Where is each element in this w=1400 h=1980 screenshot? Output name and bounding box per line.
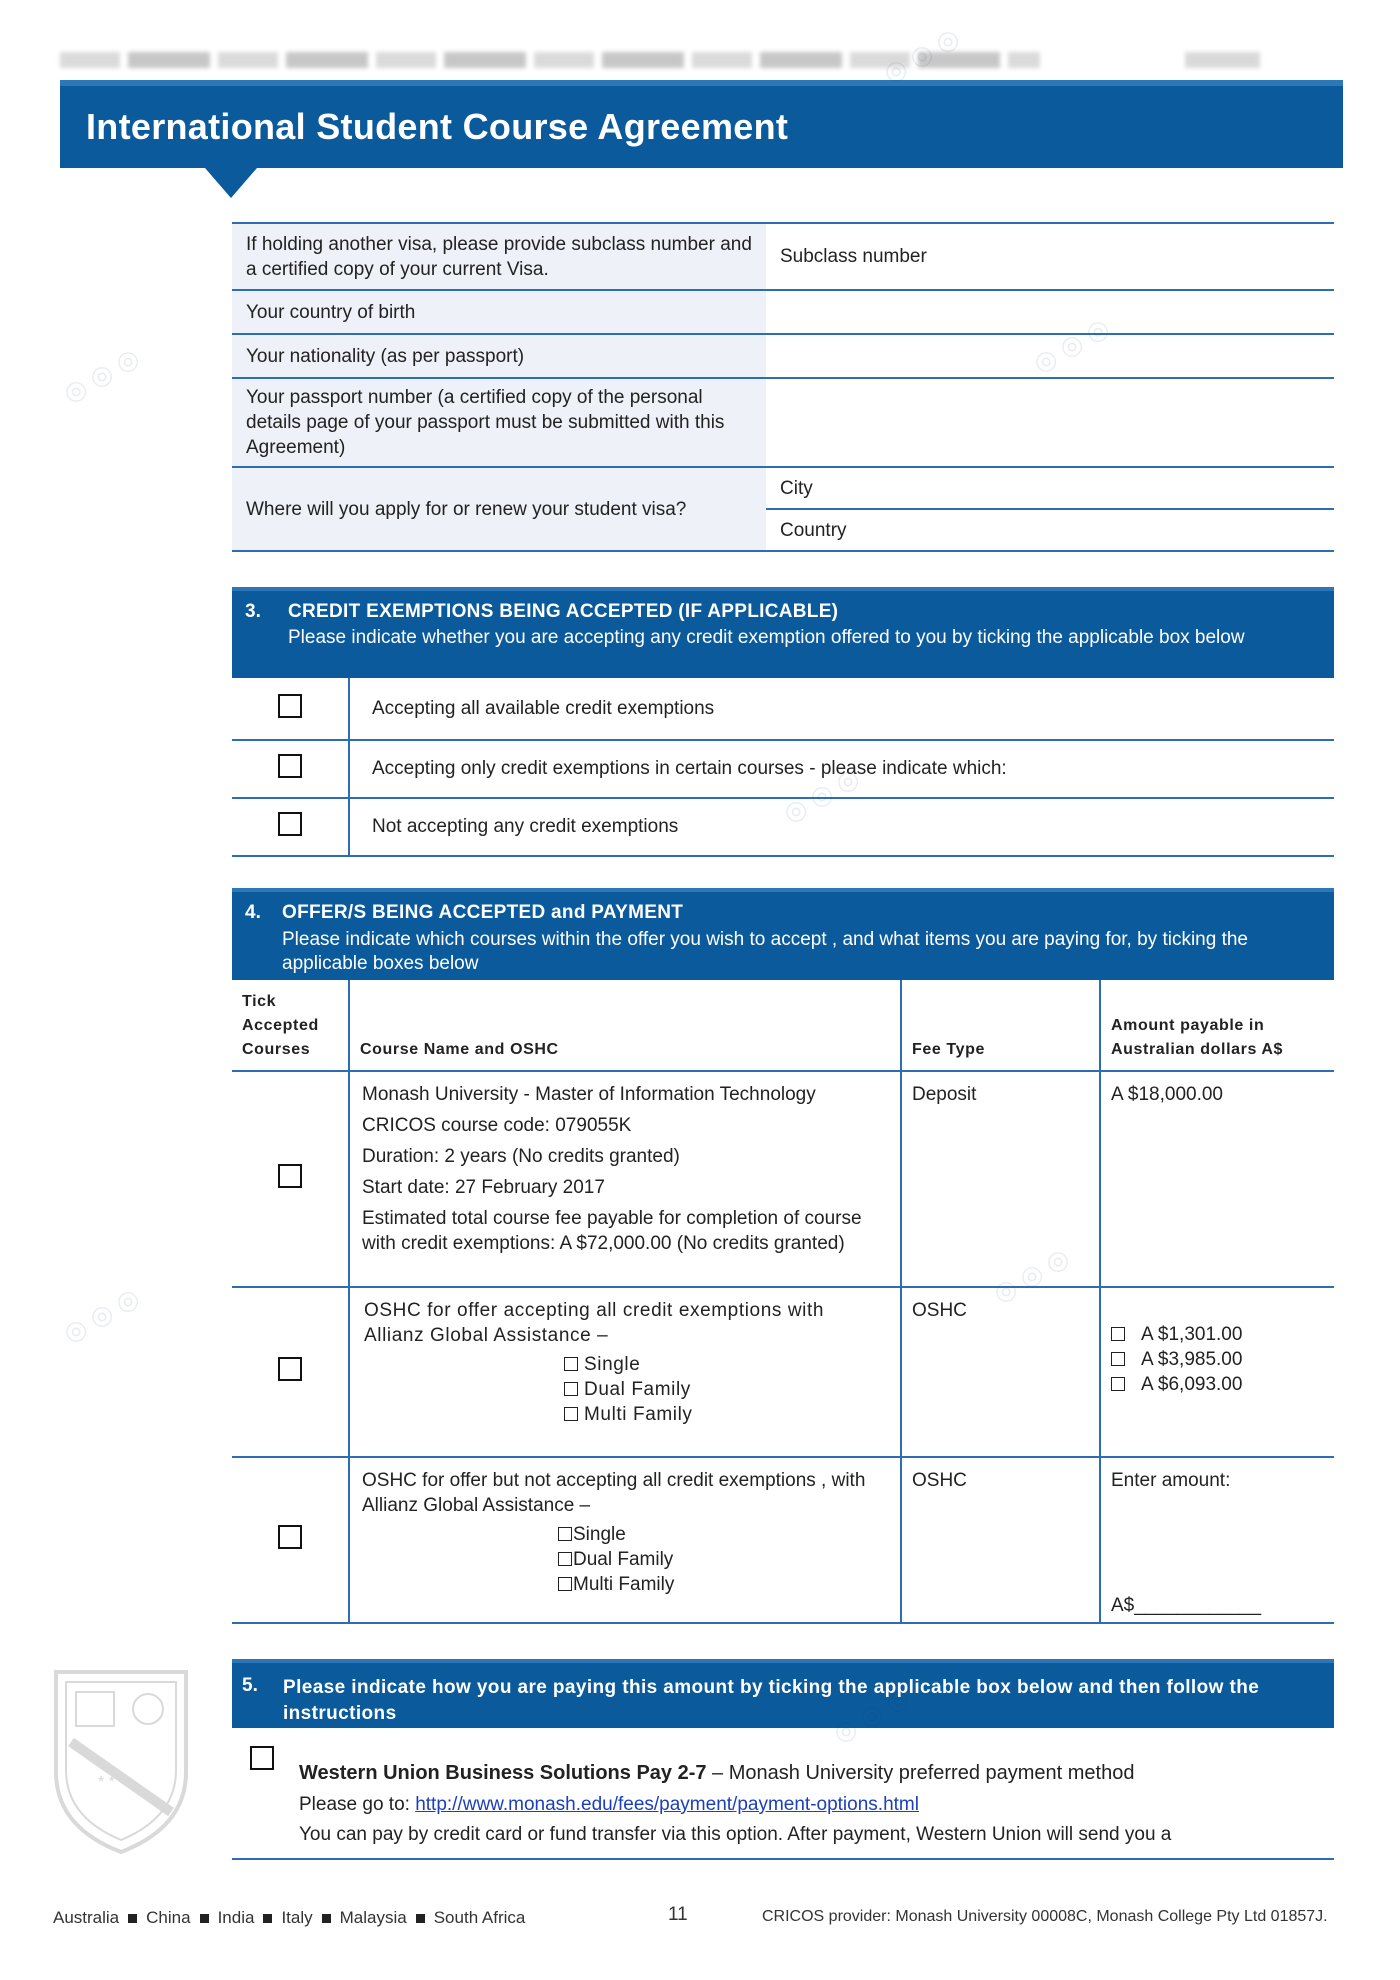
blurred-header-text	[60, 52, 1040, 68]
checkbox-icon[interactable]	[558, 1577, 572, 1591]
checkbox-icon[interactable]	[564, 1357, 578, 1371]
oshc1-amount-dual[interactable]: A $3,985.00	[1111, 1347, 1324, 1372]
course-fee-type: Deposit	[901, 1071, 1100, 1287]
watermark: ◎ ◎ ◎	[777, 761, 865, 829]
header-fee-type: Fee Type	[901, 980, 1100, 1071]
checkbox-icon[interactable]	[564, 1382, 578, 1396]
accept-some-checkbox[interactable]	[278, 754, 302, 778]
oshc2-fee-type: OSHC	[901, 1457, 1100, 1623]
svg-text:* *: * *	[98, 1774, 115, 1791]
visa-location-question: Where will you apply for or renew your student visa?	[232, 467, 766, 551]
bullet-icon	[200, 1914, 209, 1923]
country-of-birth-label: Your country of birth	[232, 290, 766, 334]
table-row	[232, 1071, 1334, 1287]
checkbox-icon[interactable]	[558, 1552, 572, 1566]
nationality-label: Your nationality (as per passport)	[232, 334, 766, 378]
payment-instructions: You can pay by credit card or fund transfer via this option. After payment, Western Union will send you a	[299, 1824, 1172, 1845]
section-4-description: Please indicate which courses within the offer you wish to accept , and what items you are paying for, by ticking the applicable boxes below	[282, 929, 1249, 974]
bullet-icon	[322, 1914, 331, 1923]
checkbox-icon[interactable]	[1111, 1327, 1125, 1341]
course-amount: A $18,000.00	[1100, 1071, 1334, 1287]
oshc1-fee-type: OSHC	[901, 1287, 1100, 1457]
blurred-header-text-right	[1185, 52, 1260, 68]
course-name: Monash University - Master of Information Technology	[362, 1084, 816, 1105]
oshc2-multi-option[interactable]: Multi Family	[362, 1572, 890, 1597]
header-tick: Tick Accepted Courses	[232, 980, 349, 1071]
course-start-date: Start date: 27 February 2017	[362, 1177, 605, 1198]
passport-number-field[interactable]	[766, 378, 1334, 467]
accept-all-label: Accepting all available credit exemptions	[349, 678, 1334, 740]
watermark: ◎ ◎ ◎	[57, 1281, 145, 1349]
section-3-description: Please indicate whether you are accepting any credit exemption offered to you by ticking the applicable box below	[288, 627, 1245, 648]
watermark: ◎ ◎ ◎	[57, 341, 145, 409]
accept-none-checkbox[interactable]	[278, 812, 302, 836]
oshc2-single-option[interactable]: Single	[362, 1522, 890, 1547]
accept-some-label: Accepting only credit exemptions in certain courses - please indicate which:	[349, 740, 1334, 798]
watermark: ◎ ◎ ◎	[987, 1241, 1075, 1309]
page-title: International Student Course Agreement	[86, 106, 789, 147]
payment-link-line: Please go to: http://www.monash.edu/fees/payment/payment-options.html	[299, 1794, 919, 1815]
bullet-icon	[263, 1914, 272, 1923]
checkbox-icon[interactable]	[558, 1527, 572, 1541]
oshc1-single-option[interactable]: Single	[364, 1352, 890, 1377]
section-3-header	[232, 587, 1334, 678]
section-3-title: CREDIT EXEMPTIONS BEING ACCEPTED (IF APPLICABLE)	[288, 601, 839, 622]
header-course: Course Name and OSHC	[349, 980, 901, 1071]
visa-country-field[interactable]: Country	[766, 509, 1334, 551]
nationality-field[interactable]	[766, 334, 1334, 378]
oshc2-dual-option[interactable]: Dual Family	[362, 1547, 890, 1572]
course-duration: Duration: 2 years (No credits granted)	[362, 1146, 680, 1167]
banner-notch	[205, 168, 257, 198]
section-4-number: 4.	[245, 902, 261, 923]
cricos-code: CRICOS course code: 079055K	[362, 1115, 632, 1136]
oshc-all-credits-checkbox[interactable]	[278, 1357, 302, 1381]
divider	[232, 1858, 1334, 1860]
country-of-birth-field[interactable]	[766, 290, 1334, 334]
checkbox-icon[interactable]	[564, 1407, 578, 1421]
page-number: 11	[668, 1904, 688, 1925]
visa-city-field[interactable]: City	[766, 467, 1334, 509]
oshc1-multi-option[interactable]: Multi Family	[364, 1402, 890, 1427]
section-5-title: Please indicate how you are paying this amount by ticking the applicable box below and then follow the instructions	[283, 1677, 1260, 1724]
course-fee-estimate: Estimated total course fee payable for completion of course with credit exemptions: A $72,000.00 (No credits granted)	[362, 1208, 862, 1254]
bullet-icon	[128, 1914, 137, 1923]
monash-crest-watermark	[46, 1662, 196, 1857]
table-row	[232, 1287, 1334, 1457]
course-checkbox[interactable]	[278, 1164, 302, 1188]
section-5-number: 5.	[242, 1675, 258, 1696]
footer-countries: Australia China India Italy Malaysia South Africa	[53, 1908, 526, 1927]
checkbox-icon[interactable]	[1111, 1377, 1125, 1391]
section-4-title: OFFER/S BEING ACCEPTED and PAYMENT	[282, 902, 684, 923]
oshc-partial-credits-text: OSHC for offer but not accepting all credit exemptions , with Allianz Global Assistance –	[362, 1470, 866, 1516]
section-3-number: 3.	[245, 601, 261, 622]
western-union-option: Western Union Business Solutions Pay 2-7 – Monash University preferred payment method	[299, 1762, 1135, 1784]
oshc1-amount-multi[interactable]: A $6,093.00	[1111, 1372, 1324, 1397]
cricos-provider: CRICOS provider: Monash University 00008C, Monash College Pty Ltd 01857J.	[762, 1908, 1328, 1925]
personal-details-table	[232, 222, 1334, 552]
offer-table	[232, 980, 1334, 1624]
bullet-icon	[416, 1914, 425, 1923]
table-row	[232, 1457, 1334, 1623]
western-union-checkbox[interactable]	[250, 1746, 274, 1770]
oshc1-dual-option[interactable]: Dual Family	[364, 1377, 890, 1402]
oshc1-amount-single[interactable]: A $1,301.00	[1111, 1322, 1324, 1347]
checkbox-icon[interactable]	[1111, 1352, 1125, 1366]
accept-all-checkbox[interactable]	[278, 694, 302, 718]
passport-number-label: Your passport number (a certified copy of the personal details page of your passport must be submitted with this Agreement)	[232, 378, 766, 467]
accept-none-label: Not accepting any credit exemptions	[349, 798, 1334, 856]
enter-amount-field[interactable]: A$____________	[1111, 1595, 1262, 1616]
oshc-partial-credits-checkbox[interactable]	[278, 1525, 302, 1549]
credit-exemption-table	[232, 678, 1334, 857]
subclass-number-field[interactable]: Subclass number	[766, 223, 1334, 290]
title-banner	[60, 80, 1343, 168]
payment-options-link[interactable]: http://www.monash.edu/fees/payment/payment-options.html	[415, 1794, 919, 1815]
oshc-all-credits-text: OSHC for offer accepting all credit exemptions with Allianz Global Assistance –	[364, 1300, 825, 1346]
enter-amount-label: Enter amount:	[1111, 1470, 1231, 1491]
header-amount: Amount payable in Australian dollars A$	[1100, 980, 1334, 1071]
visa-subclass-label: If holding another visa, please provide subclass number and a certified copy of your current Visa.	[232, 223, 766, 290]
section-5-header	[232, 1659, 1334, 1728]
section-4-header	[232, 888, 1334, 980]
